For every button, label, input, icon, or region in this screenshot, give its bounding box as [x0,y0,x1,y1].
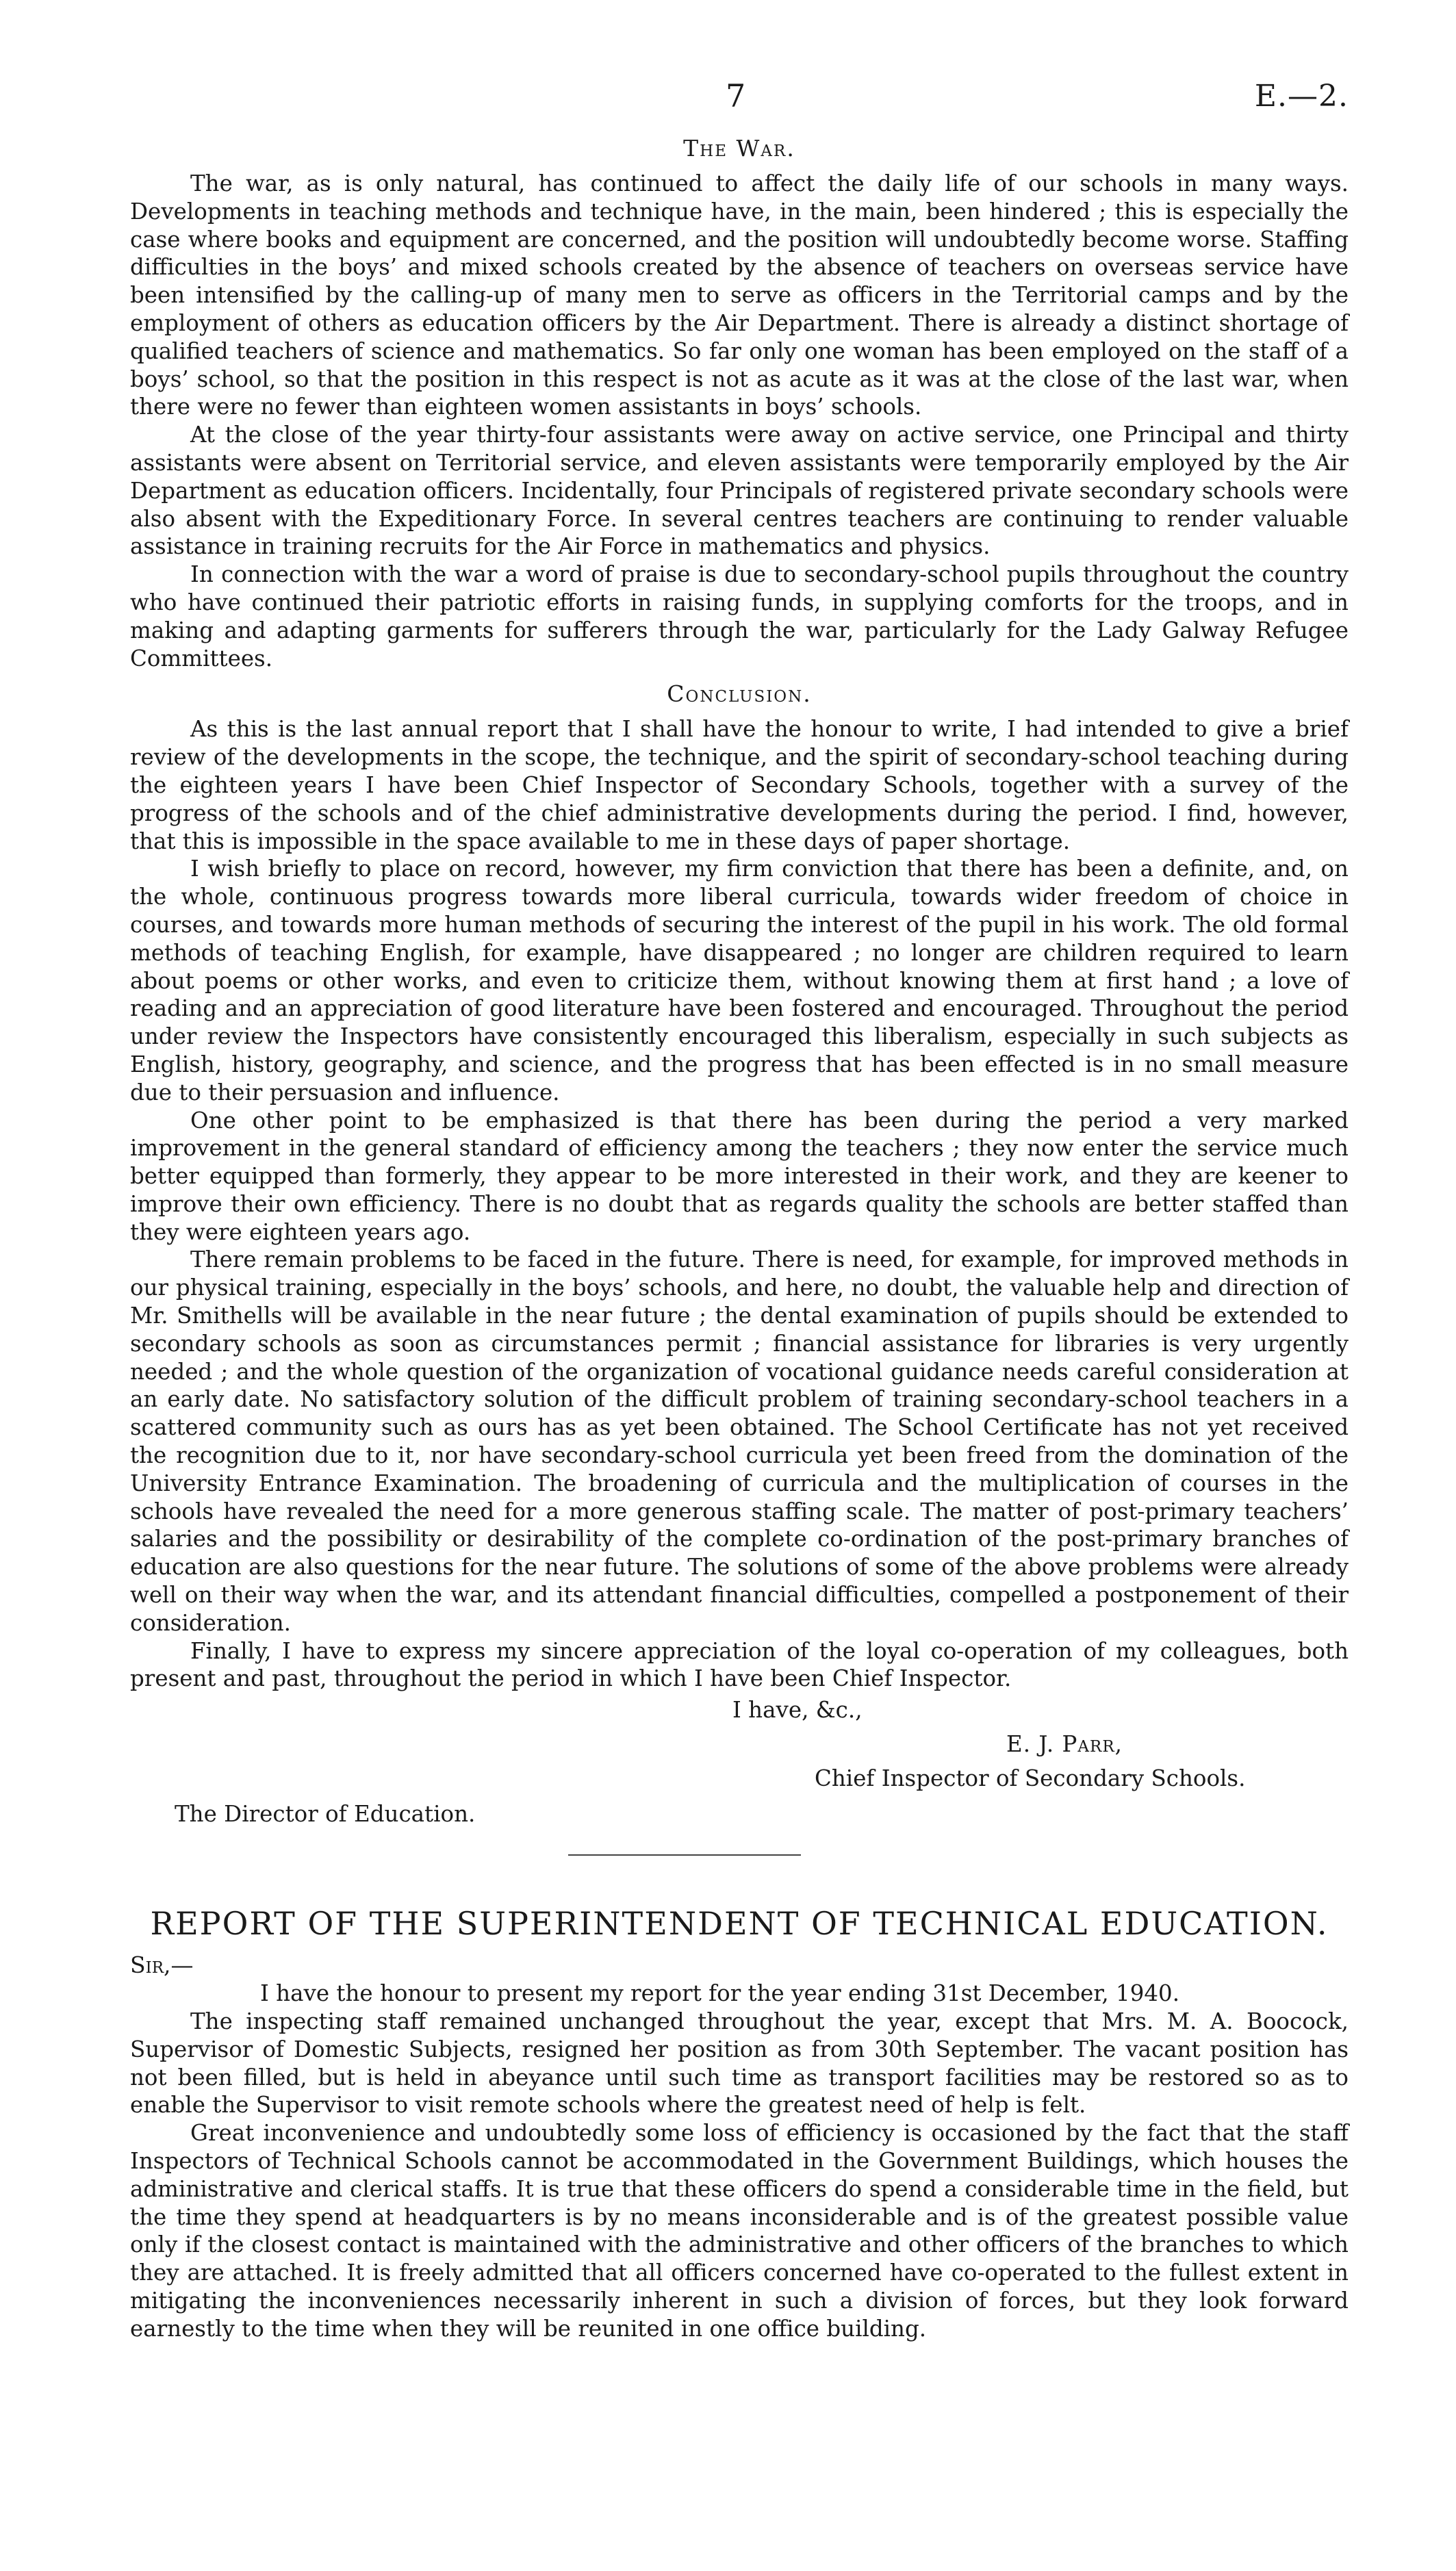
conclusion-paragraph: One other point to be emphasized is that there has been during the period a very marked improvement in the general standard of efficiency among the teachers ; they now enter the service much better equipped than formerly, they appear to be more interested in their work, and they are keener to improve their own efficiency. There is no doubt that as regards quality the schools are better staffed than they were eighteen years ago. [130,1107,1349,1245]
page-header [130,65,1349,127]
addressee: The Director of Education. [175,1801,476,1828]
document-page [130,65,1349,2343]
conclusion-paragraph: There remain problems to be faced in the future. There is need, for example, for improved methods in our physical training, especially in the boys’ schools, and here, no doubt, the valuable help and direction of Mr. Smithells will be available in the near future ; the dental examination of pupils should be extended to secondary schools as soon as circumstances permit ; financial assistance for libraries is very urgently needed ; and the whole question of the organization of vocational guidance needs careful consideration at an early date. No satisfactory solution of the difficult problem of training secondary-school teachers in a scattered community such as ours has as yet been obtained. The School Certificate has not yet received the recognition due to it, nor have secondary-school curricula yet been freed from the domination of the University Entrance Examination. The broadening of curricula and the multiplication of courses in the schools have revealed the need for a more generous staffing scale. The matter of post-primary teachers’ salaries and the possibility or desirability of the complete co-ordination of the post-primary branches of education are also questions for the near future. The solutions of some of the above problems were already well on their way when the war, and its attendant financial difficulties, compelled a postponement of their consideration. [130,1246,1349,1636]
conclusion-section [130,680,1349,1693]
war-section [130,135,1349,672]
report-paragraph: I have the honour to present my report for the year ending 31st December, 1940. [260,1980,1180,2007]
page-number: 7 [726,77,746,114]
section-divider [568,1854,801,1856]
technical-report [130,1905,1349,2342]
report-title: REPORT OF THE SUPERINTENDENT OF TECHNICAL EDUCATION. [150,1905,1329,1943]
conclusion-heading: Conclusion. [667,680,812,708]
war-heading: The War. [683,135,795,162]
report-paragraph: Great inconvenience and undoubtedly some loss of efficiency is occasioned by the fact that the staff Inspectors of Technical Schools cannot be accommodated in the Government Buildings, which houses the administrative and clerical staffs. It is true that these officers do spend a considerable time in the field, but the time they spend at headquarters is by no means inconsiderable and is of the greatest possible value only if the closest contact is maintained with the administrative and other officers of the branches to which they are attached. It is freely admitted that all officers concerned have co-operated to the fullest extent in mitigating the inconveniences necessarily inherent in such a division of forces, but they look forward earnestly to the time when they will be reunited in one office building. [130,2120,1349,2342]
signature-block [130,1693,1349,1850]
conclusion-paragraph: As this is the last annual report that I shall have the honour to write, I had intended to give a brief review of the developments in the scope, the technique, and the spirit of secondary-school teaching during the eighteen years I have been Chief Inspector of Secondary Schools, together with a survey of the progress of the schools and of the chief administrative developments during the period. I find, however, that this is impossible in the space available to me in these days of paper shortage. [130,716,1349,854]
war-paragraph: The war, as is only natural, has continued to affect the daily life of our schools in many ways. Developments in teaching methods and technique have, in the main, been hindered ; this is especially the case where books and equipment are concerned, and the position will undoubtedly become worse. Staffing difficulties in the boys’ and mixed schools created by the absence of teachers on overseas service have been intensified by the calling-up of many men to serve as officers in the Territorial camps and by the employment of others as education officers by the Air Department. There is already a distinct shortage of qualified teachers of science and mathematics. So far only one woman has been employed on the staff of a boys’ school, so that the position in this respect is not as acute as it was at the close of the last war, when there were no fewer than eighteen women assistants in boys’ schools. [130,170,1349,420]
war-paragraph: In connection with the war a word of praise is due to secondary-school pupils throughout the country who have continued their patriotic efforts in raising funds, in supplying comforts for the troops, and in making and adapting garments for sufferers through the war, particularly for the Lady Galway Refugee Committees. [130,561,1349,671]
conclusion-paragraph: I wish briefly to place on record, however, my firm conviction that there has been a definite, and, on the whole, continuous progress towards more liberal curricula, towards wider freedom of choice in courses, and towards more human methods of securing the interest of the pupil in his work. The old formal methods of teaching English, for example, have disappeared ; no longer are children required to learn about poems or other works, and even to criticize them, without knowing them at first hand ; a love of reading and an appreciation of good literature have been fostered and encouraged. Throughout the period under review the Inspectors have consistently encouraged this liberalism, especially in such subjects as English, history, geography, and science, and the progress that has been effected is in no small measure due to their persuasion and influence. [130,856,1349,1105]
signatory-name: E. J. Parr, [1006,1731,1123,1758]
war-paragraph: At the close of the year thirty-four assistants were away on active service, one Principal and thirty assistants were absent on Territorial service, and eleven assistants were temporarily employed by the Air Department as education officers. Incidentally, four Principals of registered private secondary schools were also absent with the Expeditionary Force. In several centres teachers are continuing to render valuable assistance in training recruits for the Air Force in mathematics and physics. [130,422,1349,560]
closing-phrase: I have, &c., [732,1697,863,1724]
signatory-title: Chief Inspector of Secondary Schools. [815,1765,1246,1792]
conclusion-paragraph: Finally, I have to express my sincere appreciation of the loyal co-operation of my colleagues, both present and past, throughout the period in which I have been Chief Inspector. [130,1637,1349,1692]
document-reference: E.—2. [1254,79,1349,114]
salutation: Sir,— [130,1952,194,1979]
report-paragraph: The inspecting staff remained unchanged throughout the year, except that Mrs. M. A. Boocock, Supervisor of Domestic Subjects, resigned her position as from 30th September. The vacant position has not been filled, but is held in abeyance until such time as transport facilities may be restored so as to enable the Supervisor to visit remote schools where the greatest need of help is felt. [130,2008,1349,2119]
